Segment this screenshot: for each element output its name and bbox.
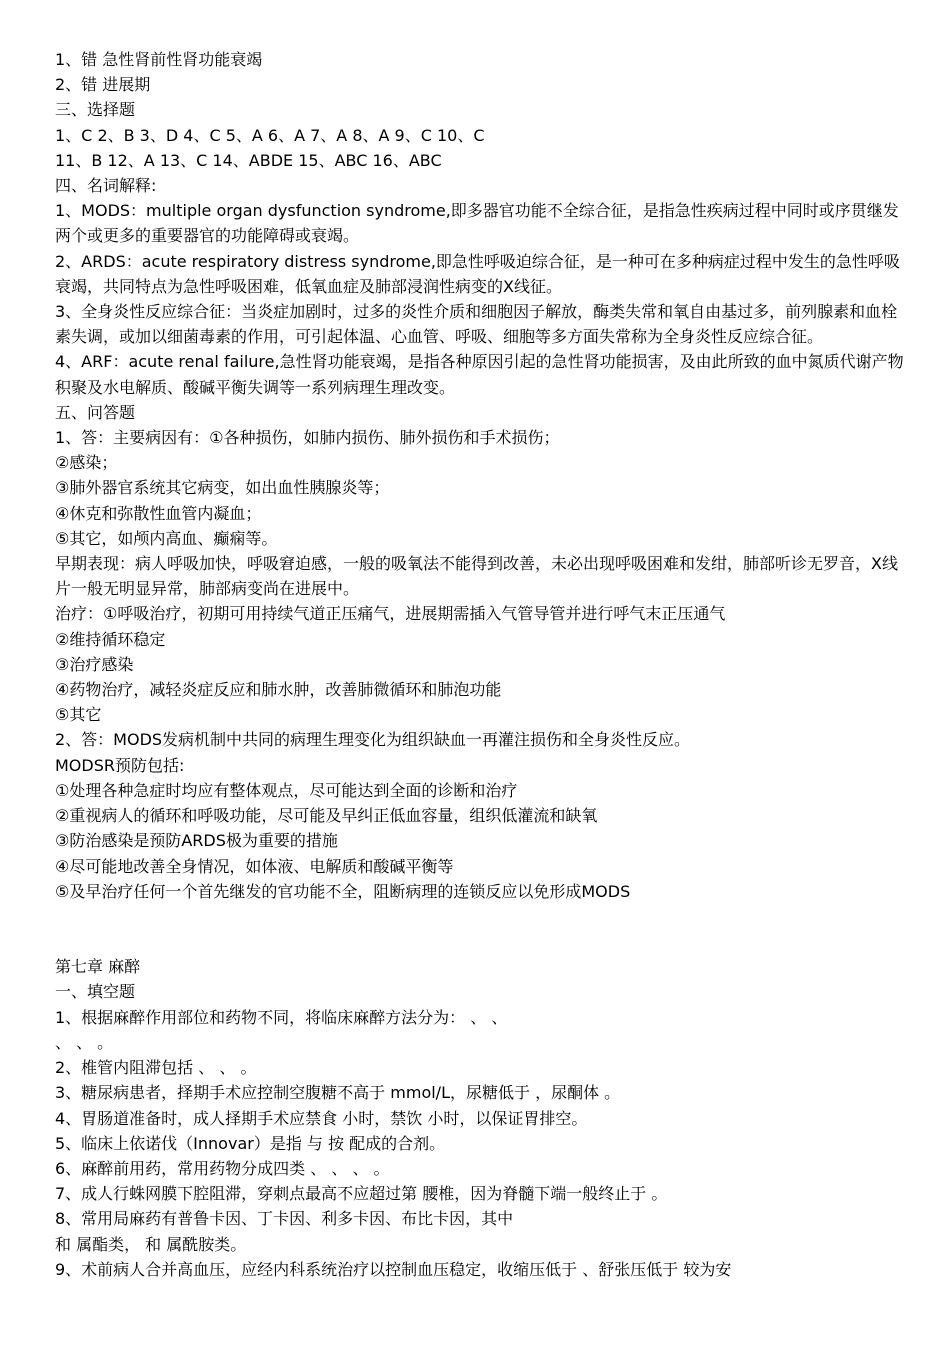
answer-line: 2、答：MODS发病机制中共同的病理生理变化为组织缺血一再灌注损伤和全身炎性反应。 [55,730,691,750]
answer-line: ①处理各种急症时均应有整体观点，尽可能达到全面的诊断和治疗 [55,780,518,800]
definition-sirs: 3、全身炎性反应综合征：当炎症加剧时，过多的炎性介质和细胞因子解放，酶类失常和氧自由基过多，前列腺素和血栓素失调，或加以细菌毒素的作用，可引起体温、心血管、呼吸、细胞等多方面失常称为全身炎性反应综合征。 [55,302,898,347]
fill-blank-question: 和 属酯类， 和 属酰胺类。 [55,1234,247,1254]
answer-line: ②感染； [55,453,118,473]
fill-blank-question: 、 、 。 [55,1032,114,1052]
fill-blank-question: 9、术前病人合并高血压，应经内科系统治疗以控制血压稳定，收缩压低于 、舒张压低于 较为安 [55,1259,732,1279]
answer-line: ⑤及早治疗任何一个首先继发的官功能不全，阻断病理的连锁反应以免形成MODS [55,881,631,901]
definition-mods: 1、MODS：multiple organ dysfunction syndrome,即多器官功能不全综合征，是指急性疾病过程中同时或序贯继发两个或更多的重要器官的功能障碍或衰竭。 [55,201,899,246]
answer-line: ②维持循环稳定 [55,629,166,649]
section-heading: 一、填空题 [55,982,136,1002]
answer-line: ③防治感染是预防ARDS极为重要的措施 [55,831,338,851]
section-heading: 五、问答题 [55,402,136,422]
section-heading: 四、名词解释: [55,176,157,196]
answer-line: ⑤其它 [55,705,102,725]
answer-line: ⑤其它，如颅内高血、癫痫等。 [55,528,278,548]
answer-line: 1、C 2、B 3、D 4、C 5、A 6、A 7、A 8、A 9、C 10、C [55,125,485,145]
fill-blank-question: 6、麻醉前用药，常用药物分成四类 、 、 、 。 [55,1158,390,1178]
definition-ards: 2、ARDS：acute respiratory distress syndrome,即急性呼吸迫综合征，是一种可在多种病症过程中发生的急性呼吸衰竭，共同特点为急性呼吸困难，低氧血症及肺部浸润性病变的X线征。 [55,251,900,296]
section-heading: 三、选择题 [55,100,136,120]
answer-line: 2、错 进展期 [55,75,151,95]
fill-blank-question: 3、糖尿病患者，择期手术应控制空腹糖不高于 mmol/L，尿糖低于 ，尿酮体 。 [55,1083,621,1103]
fill-blank-question: 5、临床上依诺伐（Innovar）是指 与 按 配成的合剂。 [55,1133,446,1153]
answer-line: 治疗：①呼吸治疗，初期可用持续气道正压痛气，进展期需插入气管导管并进行呼气末正压通气 [55,604,726,624]
definition-arf: 4、ARF：acute renal failure,急性肾功能衰竭，是指各种原因引起的急性肾功能损害，及由此所致的血中氮质代谢产物积聚及水电解质、酸碱平衡失调等一系列病理生理改变。 [55,352,904,397]
answer-line: 11、B 12、A 13、C 14、ABDE 15、ABC 16、ABC [55,150,442,170]
blank-line [55,904,905,929]
fill-blank-question: 1、根据麻醉作用部位和药物不同，将临床麻醉方法分为： 、 、 [55,1007,508,1027]
fill-blank-question: 7、成人行蛛网膜下腔阻滞，穿刺点最高不应超过第 腰椎，因为脊髓下端一般终止于 。 [55,1184,668,1204]
answer-line: ④休克和弥散性血管内凝血； [55,503,262,523]
answer-line: ④尽可能地改善全身情况，如体液、电解质和酸碱平衡等 [55,856,454,876]
answer-line: 1、错 急性肾前性肾功能衰竭 [55,50,263,69]
answer-line: ④药物治疗，减轻炎症反应和肺水肿，改善肺微循环和肺泡功能 [55,680,502,700]
chapter-title: 第七章 麻醉 [55,957,141,977]
document-page [55,47,905,1282]
blank-line [55,929,905,954]
answer-line: MODSR预防包括: [55,755,185,775]
answer-paragraph: 早期表现：病人呼吸加快，呼吸窘迫感，一般的吸氧法不能得到改善，未必出现呼吸困难和发绀，肺部听诊无罗音，X线片一般无明显异常，肺部病变尚在进展中。 [55,554,898,599]
answer-line: ②重视病人的循环和呼吸功能，尽可能及早纠正低血容量，组织低灌流和缺氧 [55,806,598,826]
fill-blank-question: 2、椎管内阻滞包括 、 、 。 [55,1058,257,1078]
answer-line: ③治疗感染 [55,654,134,674]
fill-blank-question: 8、常用局麻药有普鲁卡因、丁卡因、利多卡因、布比卡因，其中 [55,1209,514,1229]
answer-line: 1、答：主要病因有：①各种损伤，如肺内损伤、肺外损伤和手术损伤； [55,428,560,448]
answer-line: ③肺外器官系统其它病变，如出血性胰腺炎等； [55,478,390,498]
fill-blank-question: 4、胃肠道准备时，成人择期手术应禁食 小时，禁饮 小时，以保证胃排空。 [55,1108,588,1128]
